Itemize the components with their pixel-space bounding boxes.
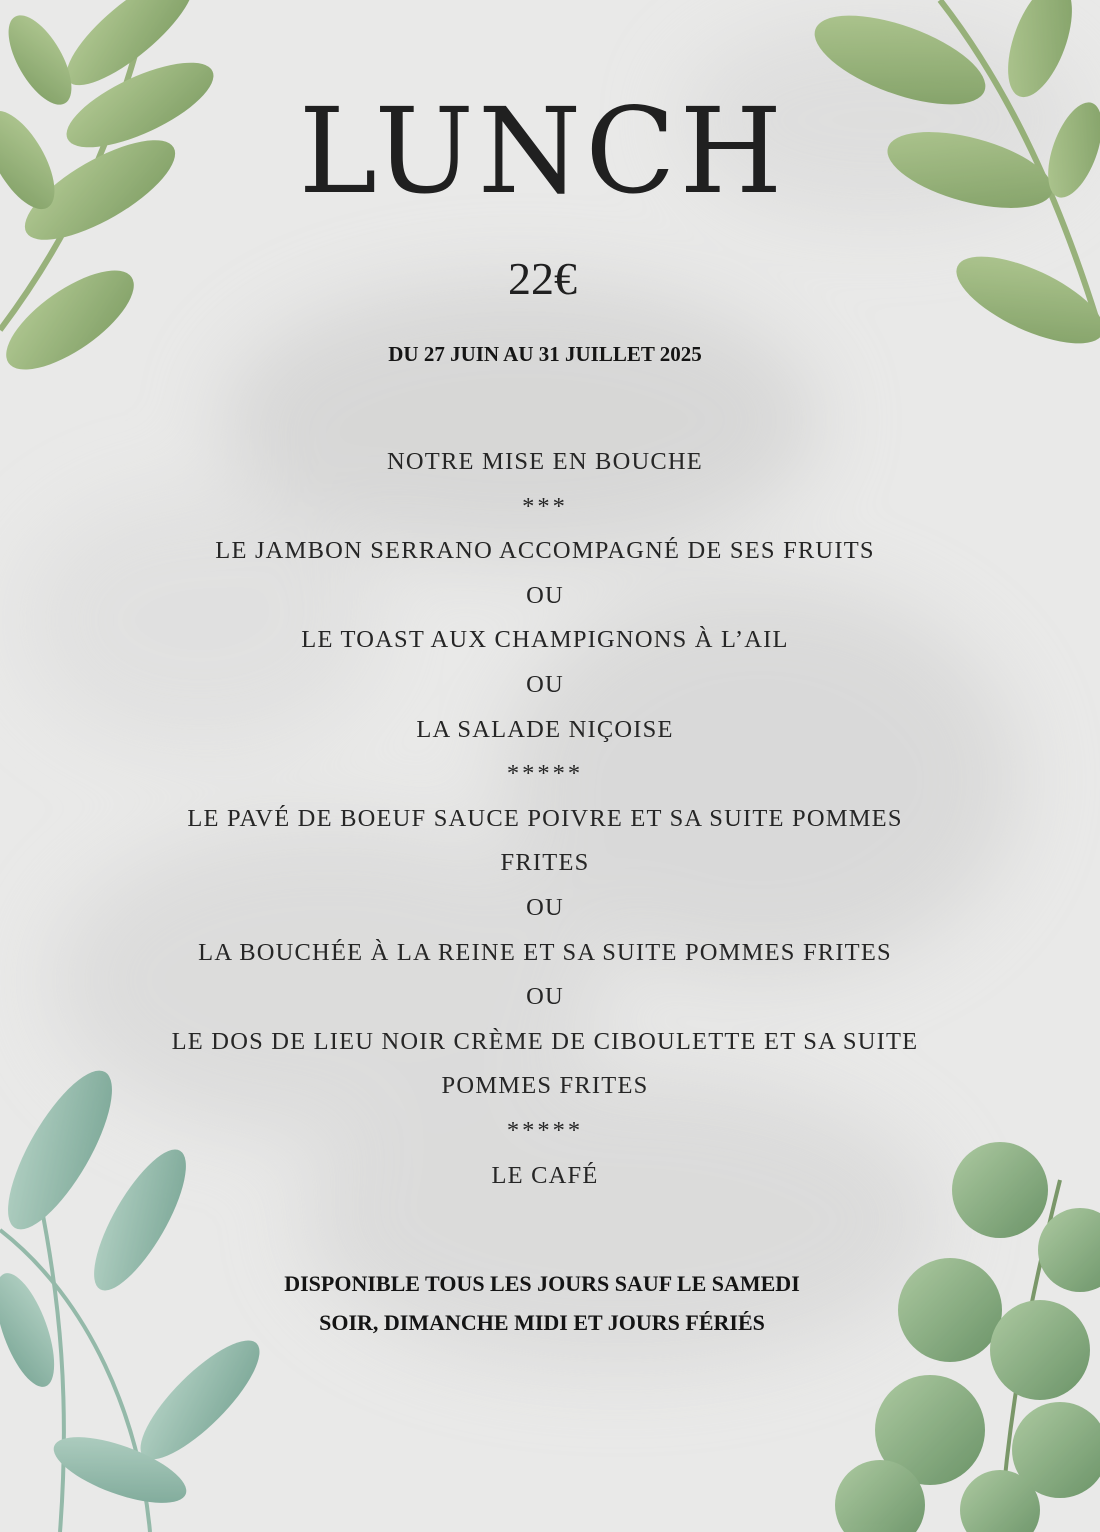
menu-item-continued: POMMES FRITES xyxy=(441,1072,649,1100)
menu-or: OU xyxy=(526,581,564,609)
menu-list xyxy=(145,440,945,1198)
menu-item: LA BOUCHÉE À LA REINE ET SA SUITE POMMES FRITES xyxy=(198,938,892,966)
availability-line-2: SOIR, DIMANCHE MIDI ET JOURS FÉRIÉS xyxy=(319,1310,765,1335)
menu-separator: ***** xyxy=(506,1116,584,1144)
menu-or: OU xyxy=(526,670,564,698)
menu-separator: ***** xyxy=(506,760,584,788)
menu-item: LE PAVÉ DE BOEUF SAUCE POIVRE ET SA SUITE POMMES xyxy=(187,804,903,832)
menu-title: LUNCH xyxy=(298,82,787,220)
menu-dates: DU 27 JUIN AU 31 JUILLET 2025 xyxy=(388,342,702,366)
menu-or: OU xyxy=(526,893,564,921)
menu-separator: *** xyxy=(522,492,568,520)
menu-or: OU xyxy=(526,983,564,1011)
availability-line-1: DISPONIBLE TOUS LES JOURS SAUF LE SAMEDI xyxy=(284,1271,800,1296)
menu-item: LE JAMBON SERRANO ACCOMPAGNÉ DE SES FRUITS xyxy=(215,537,875,565)
menu-item: LE TOAST AUX CHAMPIGNONS À L’AIL xyxy=(301,626,789,654)
menu-item: LE CAFÉ xyxy=(491,1161,599,1189)
menu-item: LA SALADE NIÇOISE xyxy=(416,715,674,743)
availability-note xyxy=(0,1264,1084,1342)
menu-price: 22€ xyxy=(508,253,577,304)
menu-item-continued: FRITES xyxy=(500,849,590,877)
menu-item: LE DOS DE LIEU NOIR CRÈME DE CIBOULETTE ET SA SUITE xyxy=(171,1027,919,1055)
menu-item: NOTRE MISE EN BOUCHE xyxy=(387,448,703,475)
